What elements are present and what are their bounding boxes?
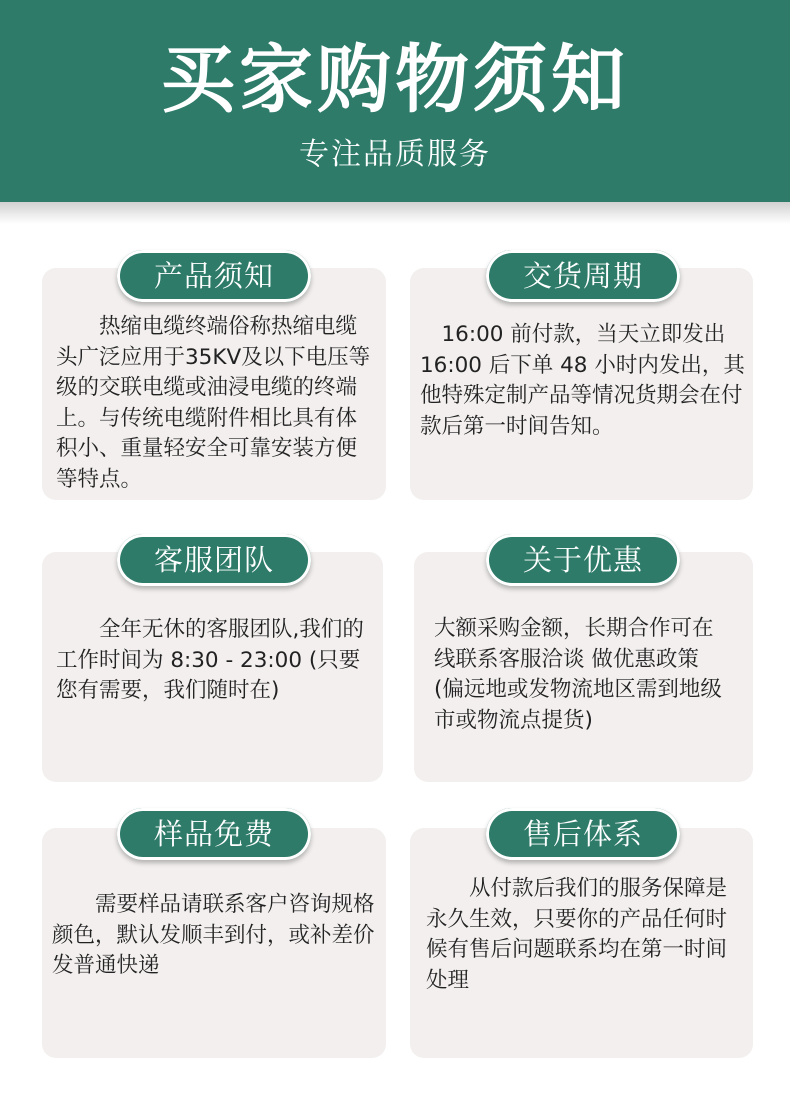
card-service-team-text: 全年无休的客服团队,我们的工作时间为 8:30 - 23:00 (只要您有需要，我们随时在) <box>56 617 364 703</box>
card-free-sample <box>42 828 386 1058</box>
header-shadow <box>0 202 790 224</box>
page-title: 买家购物须知 <box>161 37 629 123</box>
card-product-notice-text: 热缩电缆终端俗称热缩电缆头广泛应用于35KV及以下电压等级的交联电缆或油浸电缆的终端上。与传统电缆附件相比具有体积小、重量轻安全可靠安装方便等特点。 <box>56 314 371 492</box>
card-free-sample-text: 需要样品请联系客户咨询规格颜色，默认发顺丰到付，或补差价发普通快递 <box>52 892 375 978</box>
card-service-team-label: 客服团队 <box>117 534 311 586</box>
page-subtitle: 专注品质服务 <box>299 137 491 172</box>
card-discount-text: 大额采购金额，长期合作可在线联系客服洽谈 做优惠政策 (偏远地或发物流地区需到地级市或物流点提货) <box>434 616 722 733</box>
card-after-sales-text: 从付款后我们的服务保障是永久生效，只要你的产品任何时候有售后问题联系均在第一时间处理 <box>426 876 728 993</box>
card-product-notice <box>42 268 386 500</box>
card-after-sales <box>410 828 753 1058</box>
card-service-team <box>42 552 383 782</box>
header-banner <box>0 0 790 202</box>
card-discount-label: 关于优惠 <box>486 534 680 586</box>
card-product-notice-label: 产品须知 <box>117 250 311 302</box>
card-delivery-cycle-label: 交货周期 <box>486 250 680 302</box>
card-free-sample-label: 样品免费 <box>117 808 311 860</box>
card-delivery-cycle-text: 16:00 前付款，当天立即发出 16:00 后下单 48 小时内发出，其他特殊定制产品等情况货期会在付款后第一时间告知。 <box>420 322 745 439</box>
card-after-sales-label: 售后体系 <box>486 808 680 860</box>
card-delivery-cycle <box>410 268 753 500</box>
card-discount <box>414 552 753 782</box>
